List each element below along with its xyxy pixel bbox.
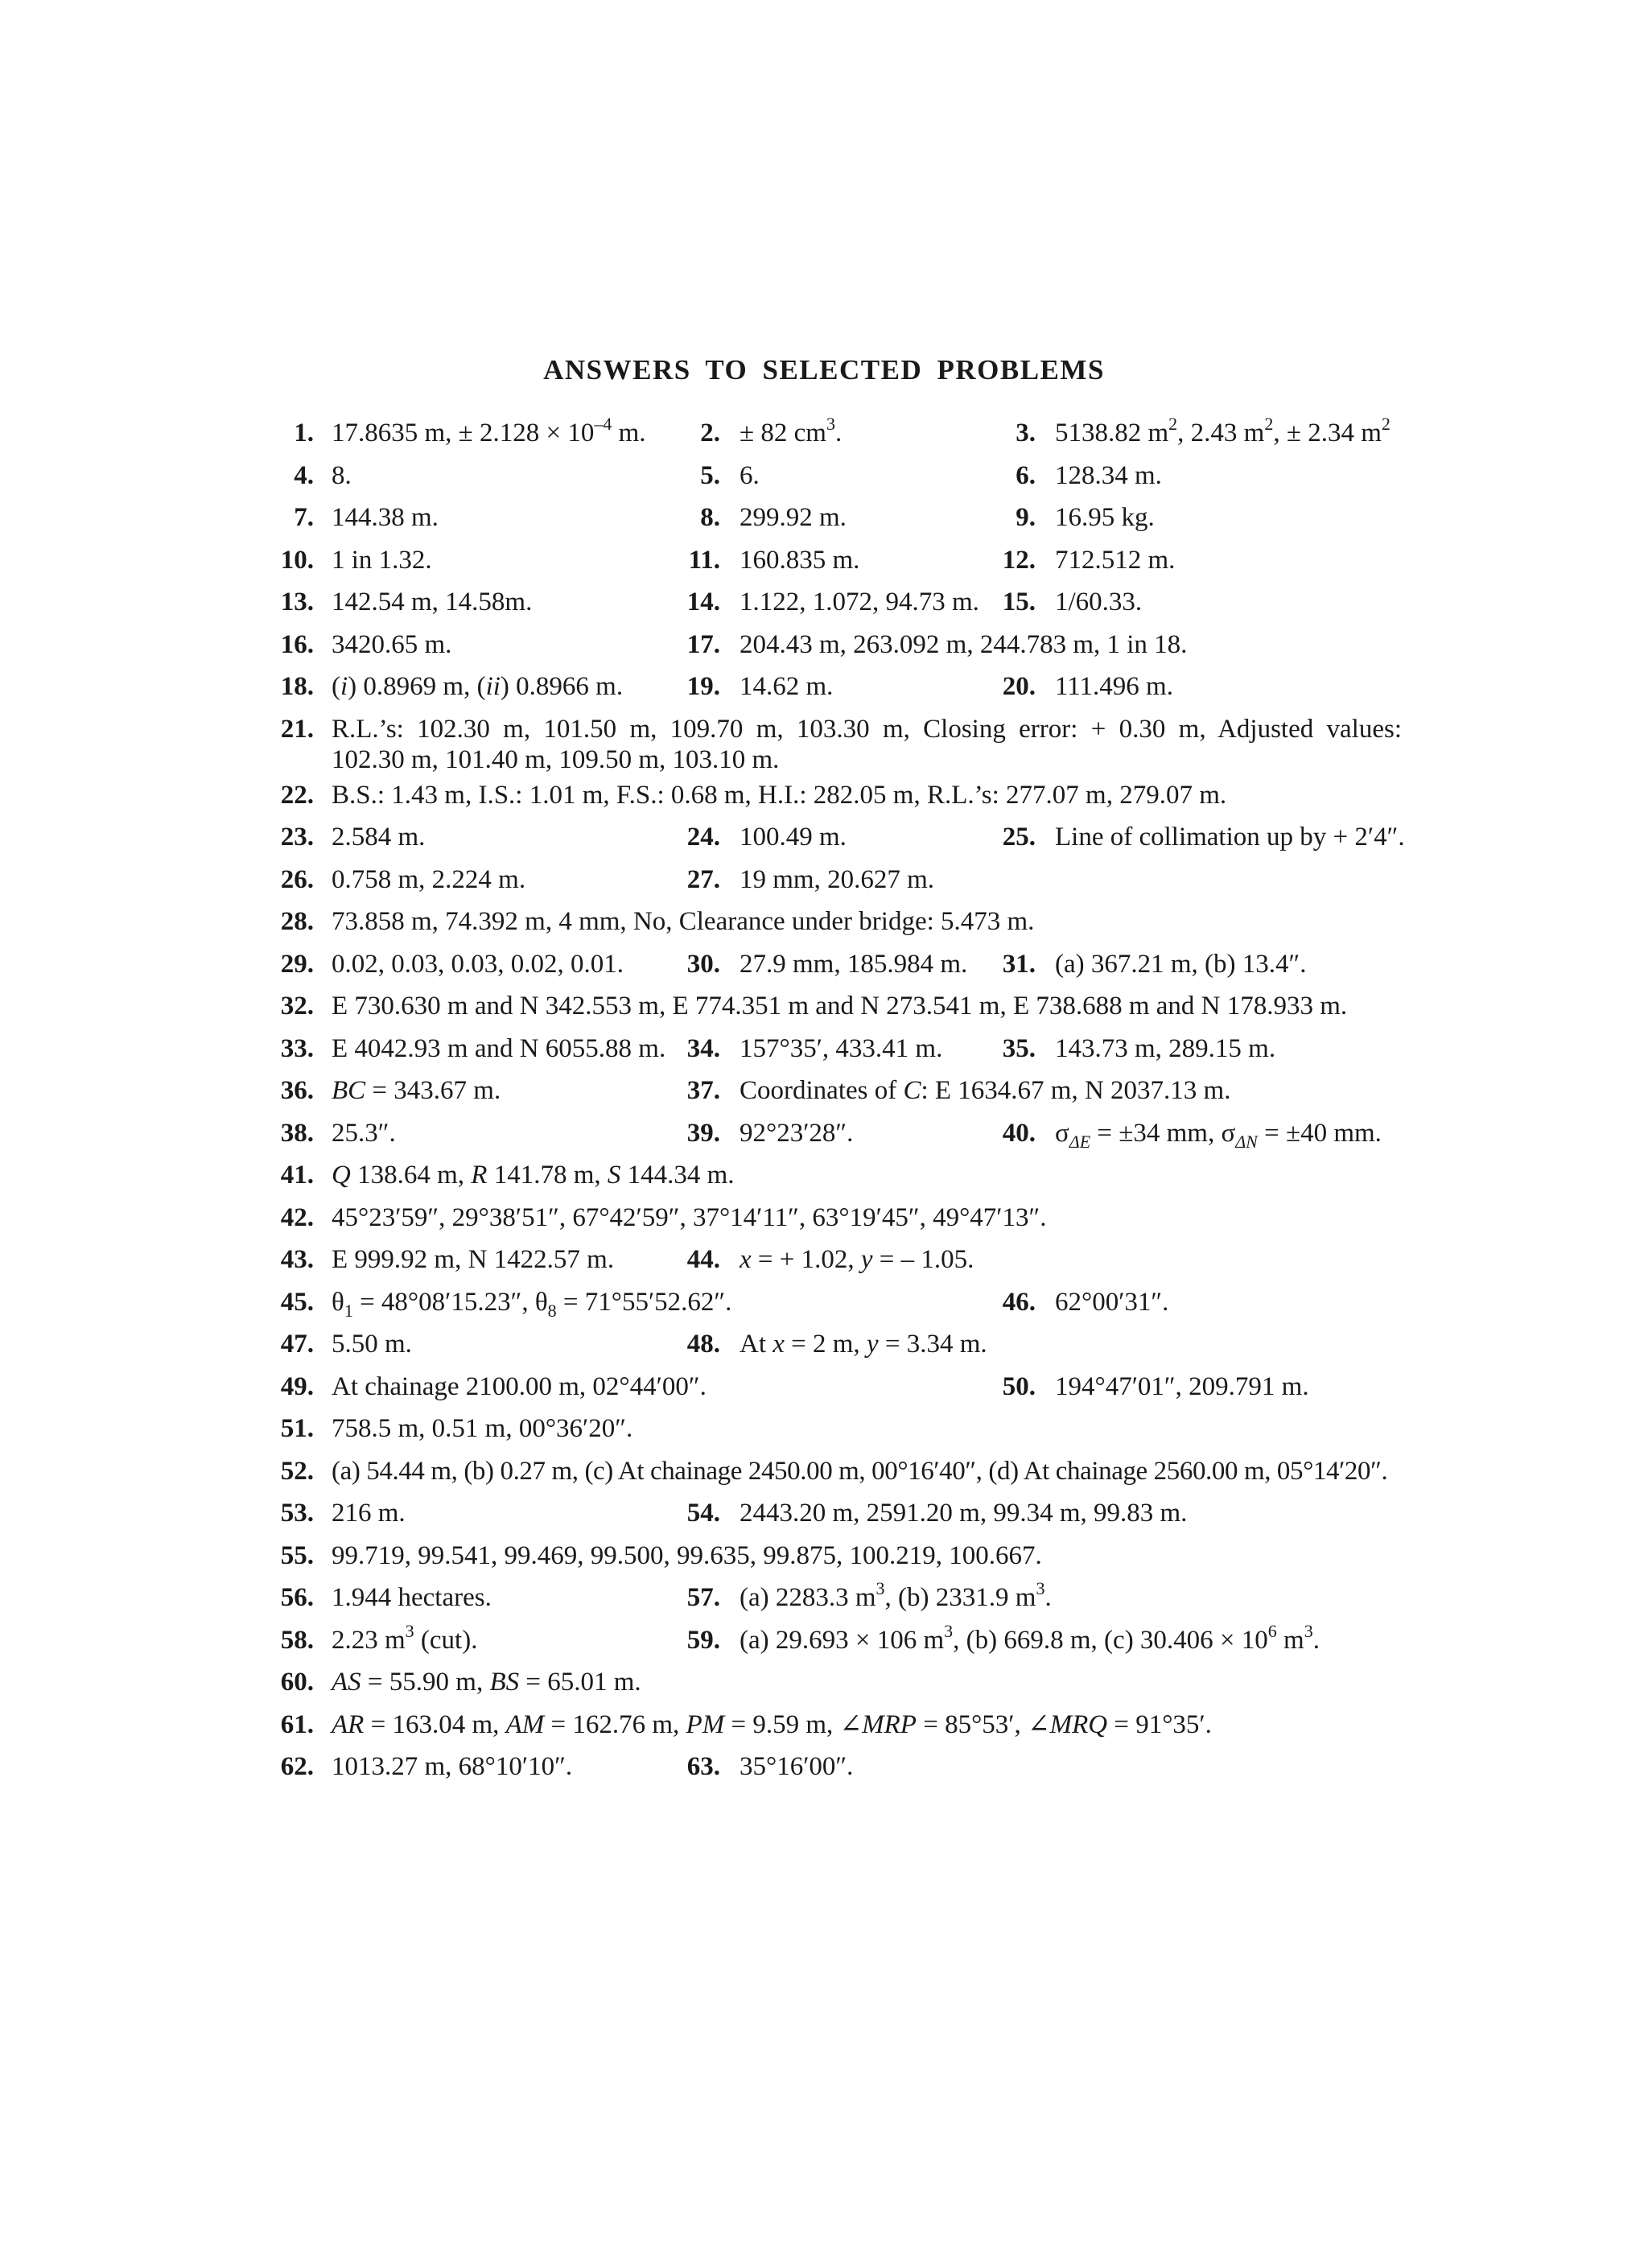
answer-row (0, 624, 1648, 666)
answer-text: 16.95 kg. (1055, 503, 1155, 532)
answer-row (0, 666, 1648, 708)
answer-text: 27.9 mm, 185.984 m. (740, 949, 968, 979)
answer-number: 33. (280, 1033, 314, 1063)
answer-text: 5.50 m. (332, 1330, 412, 1359)
answer-text: 0.758 m, 2.224 m. (332, 864, 526, 894)
answer-text: R.L.’s: 102.30 m, 101.50 m, 109.70 m, 103.30 m, Closing error: + 0.30 m, Adjusted values: (332, 714, 1402, 744)
answer-row (0, 1746, 1648, 1788)
answer-number: 12. (1002, 545, 1036, 575)
answer-text: (i) 0.8969 m, (ii) 0.8966 m. (332, 672, 624, 701)
answer-text: 2.23 $m^3$ (cut). (332, 1620, 478, 1655)
answer-text: E 730.630 m and N 342.553 m, E 774.351 m and N 273.541 m, E 738.688 m and N 178.933 m. (332, 992, 1348, 1021)
answer-text: Coordinates of C: E 1634.67 m, N 2037.13 m. (740, 1076, 1231, 1105)
answer-text: 157°35′, 433.41 m. (740, 1033, 943, 1063)
answer-text: 1.944 hectares. (332, 1583, 492, 1612)
answer-text: 1013.27 m, 68°10′10″. (332, 1752, 573, 1781)
answer-text: At x = 2 m, y = 3.34 m. (740, 1330, 987, 1359)
answer-row (0, 1197, 1648, 1239)
answer-row (0, 497, 1648, 539)
answer-row (0, 859, 1648, 901)
answer-text: 1 in 1.32. (332, 545, 432, 575)
answer-row (0, 539, 1648, 582)
answer-text: 99.719, 99.541, 99.469, 99.500, 99.635, 99.875, 100.219, 100.667. (332, 1540, 1042, 1570)
answer-number: 16. (280, 629, 314, 659)
answer-number: 21. (280, 714, 314, 744)
answer-text: 1.122, 1.072, 94.73 m. (740, 588, 979, 616)
answer-text: 14.62 m. (740, 672, 834, 701)
answer-row (0, 1408, 1648, 1450)
answer-number: 13. (280, 588, 314, 616)
answer-text: 8. (332, 460, 352, 490)
answer-text: Line of collimation up by + 2′4″. (1055, 823, 1405, 852)
answer-number: 43. (280, 1245, 314, 1274)
answer-number: 63. (686, 1752, 720, 1781)
answer-text: 5138.82 $m^2$, 2.43 $m^2$, ± 2.34 $m^2$ (1055, 414, 1390, 447)
answer-text: 194°47′01″, 209.791 m. (1055, 1371, 1309, 1401)
answer-text: (a) 367.21 m, (b) 13.4″. (1055, 949, 1307, 979)
answer-number: 44. (686, 1245, 720, 1274)
answer-number: 38. (280, 1118, 314, 1148)
answer-number: 52. (280, 1456, 314, 1486)
answer-number: 23. (280, 823, 314, 852)
answer-text: 35°16′00″. (740, 1752, 854, 1781)
answer-number: 42. (280, 1202, 314, 1232)
answer-text: 128.34 m. (1055, 460, 1162, 490)
answer-number: 28. (280, 907, 314, 936)
answer-number: 62. (280, 1752, 314, 1781)
answers-list (0, 412, 1648, 1788)
answer-text: 204.43 m, 263.092 m, 244.783 m, 1 in 18. (740, 629, 1188, 659)
answer-number: 19. (686, 672, 720, 701)
answer-row (0, 774, 1648, 817)
answer-number: 36. (280, 1076, 314, 1105)
answer-number: 39. (686, 1118, 720, 1148)
answer-number: 18. (280, 672, 314, 701)
answer-text: 299.92 m. (740, 503, 847, 532)
answer-text: 1/60.33. (1055, 588, 1143, 616)
answer-row (0, 455, 1648, 497)
answer-row (0, 1028, 1648, 1070)
answer-number: 54. (686, 1499, 720, 1528)
answer-text: (a) 29.693 × 106 $m^3$, (b) 669.8 m, (c) $30.406 \times 10^6$ $m^3$. (740, 1620, 1320, 1655)
answer-number: 6. (1016, 460, 1036, 490)
answer-number: 14. (686, 588, 720, 616)
answer-number: 8. (700, 503, 720, 532)
answer-number: 1. (294, 419, 314, 447)
answer-number: 20. (1002, 672, 1036, 701)
answer-text: E 4042.93 m and N 6055.88 m. (332, 1033, 666, 1063)
answer-text: 92°23′28″. (740, 1118, 854, 1148)
answer-number: 50. (1002, 1371, 1036, 1401)
answer-number: 27. (686, 864, 720, 894)
answer-text: 160.835 m. (740, 545, 860, 575)
answer-row (0, 581, 1648, 624)
answer-text: $\theta_1 = 48^\circ 08'15.23''$, $\theta_8 = 71^\circ 55'52.62''$. (332, 1287, 732, 1321)
answer-row (0, 1281, 1648, 1324)
answer-text: 100.49 m. (740, 823, 847, 852)
answer-row (0, 412, 1648, 455)
answer-text: 3420.65 m. (332, 629, 452, 659)
answer-number: 40. (1002, 1118, 1036, 1148)
answer-text: 6. (740, 460, 760, 490)
answer-number: 30. (686, 949, 720, 979)
answer-number: 55. (280, 1540, 314, 1570)
answer-text: E 999.92 m, N 1422.57 m. (332, 1245, 615, 1274)
answer-text: (a) 54.44 m, (b) 0.27 m, (c) At chainage 2450.00 m, 00°16′40″, (d) At chainage 2560.00 m, 05°14′20″. (332, 1456, 1388, 1486)
answer-number: 53. (280, 1499, 314, 1528)
answer-number: 60. (280, 1668, 314, 1697)
answer-number: 17. (686, 629, 720, 659)
answer-text: 45°23′59″, 29°38′51″, 67°42′59″, 37°14′11″, 63°19′45″, 49°47′13″. (332, 1202, 1047, 1232)
answer-text: At chainage 2100.00 m, 02°44′00″. (332, 1371, 707, 1401)
answer-number: 29. (280, 949, 314, 979)
answer-text: (a) 2283.3 $m^3$, (b) 2331.9 $m^3$. (740, 1578, 1052, 1612)
answer-text: 19 mm, 20.627 m. (740, 864, 935, 894)
answer-number: 35. (1002, 1033, 1036, 1063)
answer-number: 49. (280, 1371, 314, 1401)
answer-text: ± 82 $cm^3$. (740, 414, 843, 447)
answer-number: 31. (1002, 949, 1036, 979)
answer-text: 712.512 m. (1055, 545, 1176, 575)
answer-text: 73.858 m, 74.392 m, 4 mm, No, Clearance under bridge: 5.473 m. (332, 907, 1035, 936)
answer-number: 34. (686, 1033, 720, 1063)
answer-row (0, 1619, 1648, 1662)
answer-number: 48. (686, 1330, 720, 1359)
answer-text: 758.5 m, 0.51 m, 00°36′20″. (332, 1414, 633, 1443)
answer-row (0, 1070, 1648, 1112)
answer-number: 22. (280, 780, 314, 810)
answer-number: 4. (294, 460, 314, 490)
answer-text: 144.38 m. (332, 503, 439, 532)
answer-number: 58. (280, 1625, 314, 1655)
answer-number: 11. (688, 545, 720, 575)
answer-number: 9. (1016, 503, 1036, 532)
answer-text: 111.496 m. (1055, 672, 1173, 701)
answer-text: 17.8635 m, ± $2.128 \times 10^{-4}$ m. (332, 414, 646, 447)
answer-row (0, 1577, 1648, 1619)
answer-text: Q 138.64 m, R 141.78 m, S 144.34 m. (332, 1161, 735, 1190)
answer-number: 15. (1002, 588, 1036, 616)
answer-row (0, 1704, 1648, 1746)
answer-text: 62°00′31″. (1055, 1287, 1169, 1317)
answer-number: 24. (686, 823, 720, 852)
answer-number: 61. (280, 1709, 314, 1739)
answer-row (0, 1535, 1648, 1577)
answer-number: 45. (280, 1287, 314, 1317)
answer-text: 216 m. (332, 1499, 406, 1528)
answer-number: 26. (280, 864, 314, 894)
answer-row (0, 816, 1648, 859)
answer-number: 59. (686, 1625, 720, 1655)
answer-text: $\sigma_{\Delta E} = \pm 34$ mm, $\sigma_{\Delta N} = \pm 40$ mm. (1055, 1118, 1382, 1152)
answer-row (0, 1661, 1648, 1704)
answer-number: 10. (280, 545, 314, 575)
answer-number: 25. (1002, 823, 1036, 852)
page-title: ANSWERS TO SELECTED PROBLEMS (543, 354, 1105, 386)
answer-number: 37. (686, 1076, 720, 1105)
answer-number: 47. (280, 1330, 314, 1359)
answer-row (0, 1323, 1648, 1366)
answer-text: 143.73 m, 289.15 m. (1055, 1033, 1276, 1063)
answer-text: 2443.20 m, 2591.20 m, 99.34 m, 99.83 m. (740, 1499, 1188, 1528)
answer-text: 142.54 m, 14.58m. (332, 588, 533, 616)
answer-number: 7. (294, 503, 314, 532)
answer-row (0, 708, 1648, 774)
answer-number: 51. (280, 1414, 314, 1443)
answer-text: AS = 55.90 m, BS = 65.01 m. (332, 1668, 641, 1697)
answer-text: BC = 343.67 m. (332, 1076, 501, 1105)
answer-number: 57. (686, 1583, 720, 1612)
answer-number: 32. (280, 992, 314, 1021)
answer-number: 5. (700, 460, 720, 490)
answer-row (0, 1112, 1648, 1155)
answer-row (0, 1450, 1648, 1493)
answer-number: 41. (280, 1161, 314, 1190)
answer-text: B.S.: 1.43 m, I.S.: 1.01 m, F.S.: 0.68 m, H.I.: 282.05 m, R.L.’s: 277.07 m, 279.07 m. (332, 780, 1227, 810)
answer-number: 46. (1002, 1287, 1036, 1317)
answer-row (0, 1154, 1648, 1197)
answer-text: x = + 1.02, y = – 1.05. (740, 1245, 974, 1274)
answer-number: 3. (1016, 419, 1036, 447)
answer-number: 56. (280, 1583, 314, 1612)
answer-row (0, 985, 1648, 1028)
answer-row (0, 1492, 1648, 1535)
answer-row (0, 1366, 1648, 1408)
answer-text: AR = 163.04 m, AM = 162.76 m, PM = 9.59 m, ∠MRP = 85°53′, ∠MRQ = 91°35′. (332, 1709, 1212, 1739)
answer-text: 2.584 m. (332, 823, 426, 852)
answer-row (0, 943, 1648, 986)
answer-text-continued: 102.30 m, 101.40 m, 109.50 m, 103.10 m. (332, 744, 780, 774)
answer-number: 2. (700, 419, 720, 447)
answer-text: 25.3″. (332, 1118, 396, 1148)
answer-text: 0.02, 0.03, 0.03, 0.02, 0.01. (332, 949, 624, 979)
answer-row (0, 901, 1648, 943)
answer-row (0, 1239, 1648, 1281)
